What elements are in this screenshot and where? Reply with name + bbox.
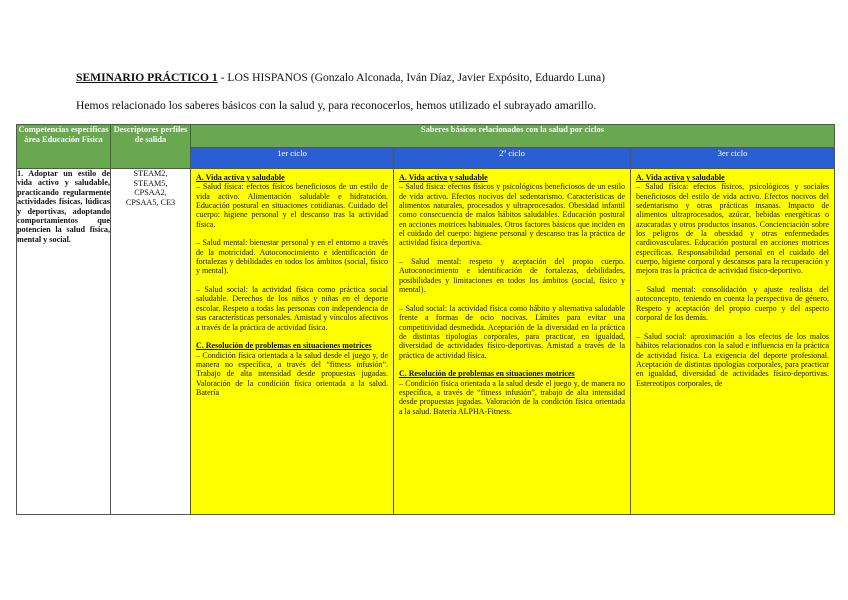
title-main: SEMINARIO PRÁCTICO 1 [76, 71, 218, 84]
cycle-2-cell [394, 169, 631, 515]
header-cycle-1: 1er ciclo [191, 148, 394, 169]
header-saberes: Saberes básicos relacionados con la salud por ciclos [191, 125, 835, 148]
salud-mental-text: – Salud mental: consolidación y ajuste realista del autoconcepto, teniendo en cuenta la perspectiva de género. Respeto y aceptación del propio cuerpo y del aspecto corporal de los demás. [636, 285, 830, 323]
header-cycle-3: 3er ciclo [631, 148, 835, 169]
descriptor-item: CPSAA2, [134, 188, 167, 198]
salud-mental-text: – Salud mental: bienestar personal y en el entorno a través de la motricidad. Autoconocimiento e identificación de fortalezas y debilidades en todos los ámbitos (social, físico y mental). [196, 238, 388, 276]
salud-fisica-text: – Salud física: efectos físicos, psicológicos y sociales beneficiosos del estilo de vida activo. Efectos nocivos del sedentarismo y otras prácticas insanas. Impacto de alimentos ultraprocesados, azúcar, bebidas energéticas o azucaradas y otros productos insanos. Concienciación sobre los peligros de la obesidad y otras enfermedades cardiovasculares. Educación postural en acciones motrices específicas. Responsabilidad personal en el cuidado del cuerpo, higiene corporal y descansos para la recuperación y mejora tras la práctica de actividad físico-deportivo. [636, 182, 830, 276]
section-c-title: C. Resolución de problemas en situaciones motrices [399, 369, 575, 379]
salud-mental-text: – Salud mental: respeto y aceptación del propio cuerpo. Autoconocimiento e identificación de fortalezas, debilidades, posibilidades y limitaciones en todos los ámbitos (social, físico y mental). [399, 257, 625, 295]
salud-social-text: – Salud social: la actividad física como práctica social saludable. Derechos de los niños y niñas en el deporte escolar. Respeto a todas las personas con independencia de sus características personales. Amistad y vínculos afectivos a través de la práctica de actividad física. [196, 285, 388, 332]
salud-social-text: – Salud social: aproximación a los efectos de los malos hábitos relacionados con la salud e influencia en la práctica de actividad física. La exigencia del deporte profesional. Aceptación de distintas tipologías corporales, para practicar en igualdad, diversidad de actividades físico-deportivas. Estereotipos corporales, de [636, 331, 830, 388]
title-authors: - LOS HISPANOS (Gonzalo Alconada, Iván Díaz, Javier Expósito, Eduardo Luna) [217, 71, 605, 84]
cycle-1-cell [191, 169, 394, 515]
descriptor-item: STEAM2, [133, 169, 168, 178]
salud-fisica-text: – Salud física: efectos físicos beneficiosos de un estilo de vida activo. Alimentación saludable e hidratación. Educación postural en situaciones cotidianas. Cuidado del cuerpo: higiene personal y el descanso tras la actividad física. [196, 182, 388, 229]
section-c-title: C. Resolución de problemas en situaciones motrices [196, 341, 372, 351]
section-a-title: A. Vida activa y saludable [399, 173, 488, 182]
salud-fisica-text: – Salud física: efectos físicos y psicológicos beneficiosos de un estilo de vida activo. Efectos nocivos del sedentarismo. Características de alimentos naturales, procesados y ultraprocesados. Obesidad infantil como consecuencia de malos hábitos saludables. Educación postural en acciones motrices habituales. Otros factores básicos que inciden en el cuidado del cuerpo: higiene personal y descanso tras la práctica de actividad física deportiva. [399, 182, 625, 248]
condicion-fisica-text: – Condición física orientada a la salud desde el juego y, de manera no específica, a través de “fitness infusión”, trabajo de alta intensidad desde propuestas jugadas. Valoración de la condición física orientada a la salud. Batería ALPHA-Fitness. [399, 378, 625, 416]
descriptores-cell [111, 169, 191, 515]
section-a-title: A. Vida activa y saludable [196, 173, 285, 182]
salud-social-text: – Salud social: la actividad física como hábito y alternativa saludable frente a formas de ocio nocivas. Límites para evitar una competitividad desmedida. Aceptación de la diversidad en la práctica de distintas tipologías corporales, para practicar, en igualdad, diversidad de actividades físico-deportivas. Amistad a través de la práctica de actividad física. [399, 303, 625, 360]
section-a-title: A. Vida activa y saludable [636, 173, 725, 182]
header-competencias: Competencias específicas área Educación Física [17, 125, 111, 169]
cycle-3-cell [631, 169, 835, 515]
descriptor-item: CPSAA5, CE3 [125, 197, 176, 207]
condicion-fisica-text: – Condición física orientada a la salud desde el juego y, de manera no específica, a través del “fitness infusión”. Trabajo de alta intensidad desde propuestas jugadas. Valoración de la condición física orientada a la salud. Batería [196, 350, 388, 397]
intro-paragraph: Hemos relacionado los saberes básicos con la salud y, para reconocerlos, hemos utilizado el subrayado amarillo. [76, 99, 597, 112]
competencia-cell: 1. Adoptar un estilo de vida activo y saludable, practicando regularmente actividades físicas, lúdicas y deportivas, adoptando comportamientos que potencien la salud física, mental y social. [17, 169, 111, 515]
descriptor-item: STEAM5, [133, 178, 168, 188]
saberes-table [16, 124, 835, 515]
document-title [76, 71, 816, 85]
header-cycle-2: 2º ciclo [394, 148, 631, 169]
content-row [17, 169, 835, 515]
header-descriptores: Descriptores perfiles de salida [111, 125, 191, 169]
header-row-top [17, 125, 835, 148]
